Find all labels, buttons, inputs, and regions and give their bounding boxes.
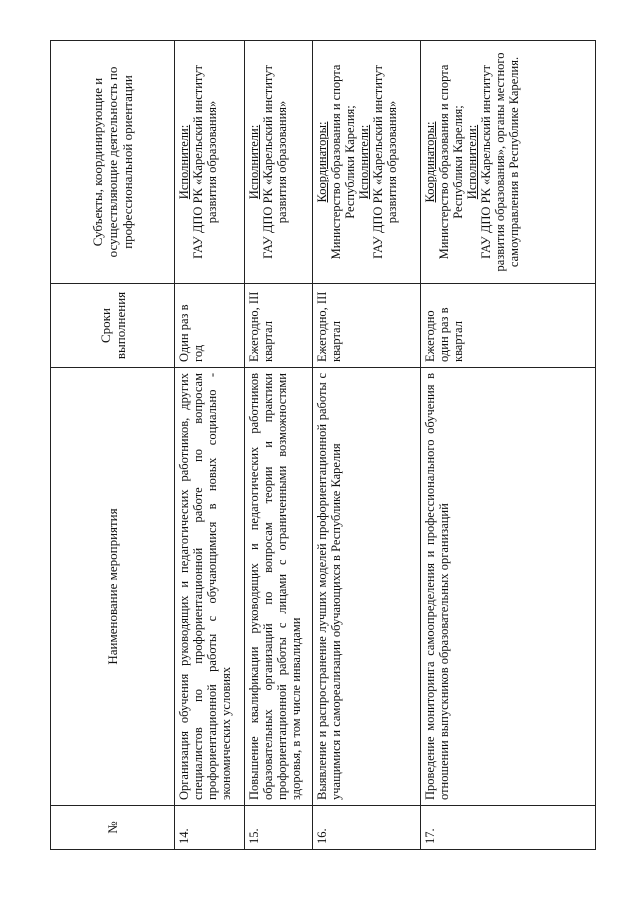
executors-label: Исполнители: <box>357 124 371 200</box>
executors-text: ГАУ ДПО РК «Карельский институт развития образования» <box>371 65 399 259</box>
table-row <box>245 41 313 850</box>
row-event-name: Повышение квалификации руководящих и педагогических работников образовательных организаций по вопросам теории и практики профориентационной работы с лицами с ограниченными возможностями здоровья, в том числе инвалидами <box>245 368 313 806</box>
table-row <box>313 41 421 850</box>
executors-label: Исполнители: <box>247 124 261 200</box>
row-event-name: Проведение мониторинга самоопределения и профессионального обучения в отношении выпускников образовательных организаций <box>421 368 596 806</box>
row-number: 17. <box>421 806 596 850</box>
executors-text: ГАУ ДПО РК «Карельский институт развития образования» <box>261 65 289 259</box>
row-term: Ежегодно, III квартал <box>245 284 313 368</box>
executors-text: ГАУ ДПО РК «Карельский институт развития образования», органы местного самоуправления в Республике Карелия. <box>479 52 521 272</box>
row-term: Ежегодно один раз в квартал <box>421 284 596 368</box>
table-row <box>175 41 245 850</box>
executors-label: Исполнители: <box>177 124 191 200</box>
header-subjects: Субъекты, координирующие и осуществляющие деятельность по профессиональной ориентации <box>51 41 175 284</box>
table-row <box>421 41 596 850</box>
row-subjects <box>313 41 421 284</box>
row-subjects <box>175 41 245 284</box>
row-subjects <box>245 41 313 284</box>
row-subjects <box>421 41 596 284</box>
events-table <box>50 40 596 850</box>
row-number: 16. <box>313 806 421 850</box>
row-event-name: Выявление и распространение лучших моделей профориентационной работы с учащимися и самореализации обучающихся в Республике Карелия <box>313 368 421 806</box>
header-term: Сроки выполнения <box>51 284 175 368</box>
header-event-name: Наименование мероприятия <box>51 368 175 806</box>
executors-text: ГАУ ДПО РК «Карельский институт развития образования» <box>191 65 219 259</box>
coordinators-text: Министерство образования и спорта Республики Карелия; <box>437 64 465 260</box>
row-number: 14. <box>175 806 245 850</box>
coordinators-text: Министерство образования и спорта Республики Карелия; <box>329 64 357 260</box>
row-event-name: Организация обучения руководящих и педагогических работников, других специалистов по профориентационной работе по вопросам профориентационной работы с обучающимися в новых социально - экономических условиях <box>175 368 245 806</box>
row-term: Один раз в год <box>175 284 245 368</box>
coordinators-label: Координаторы: <box>423 121 437 203</box>
table-header-row <box>51 41 175 850</box>
coordinators-label: Координаторы: <box>315 121 329 203</box>
header-number: № <box>51 806 175 850</box>
row-term: Ежегодно, III квартал <box>313 284 421 368</box>
executors-label: Исполнители: <box>465 124 479 200</box>
row-number: 15. <box>245 806 313 850</box>
rotated-table-sheet <box>50 40 595 850</box>
